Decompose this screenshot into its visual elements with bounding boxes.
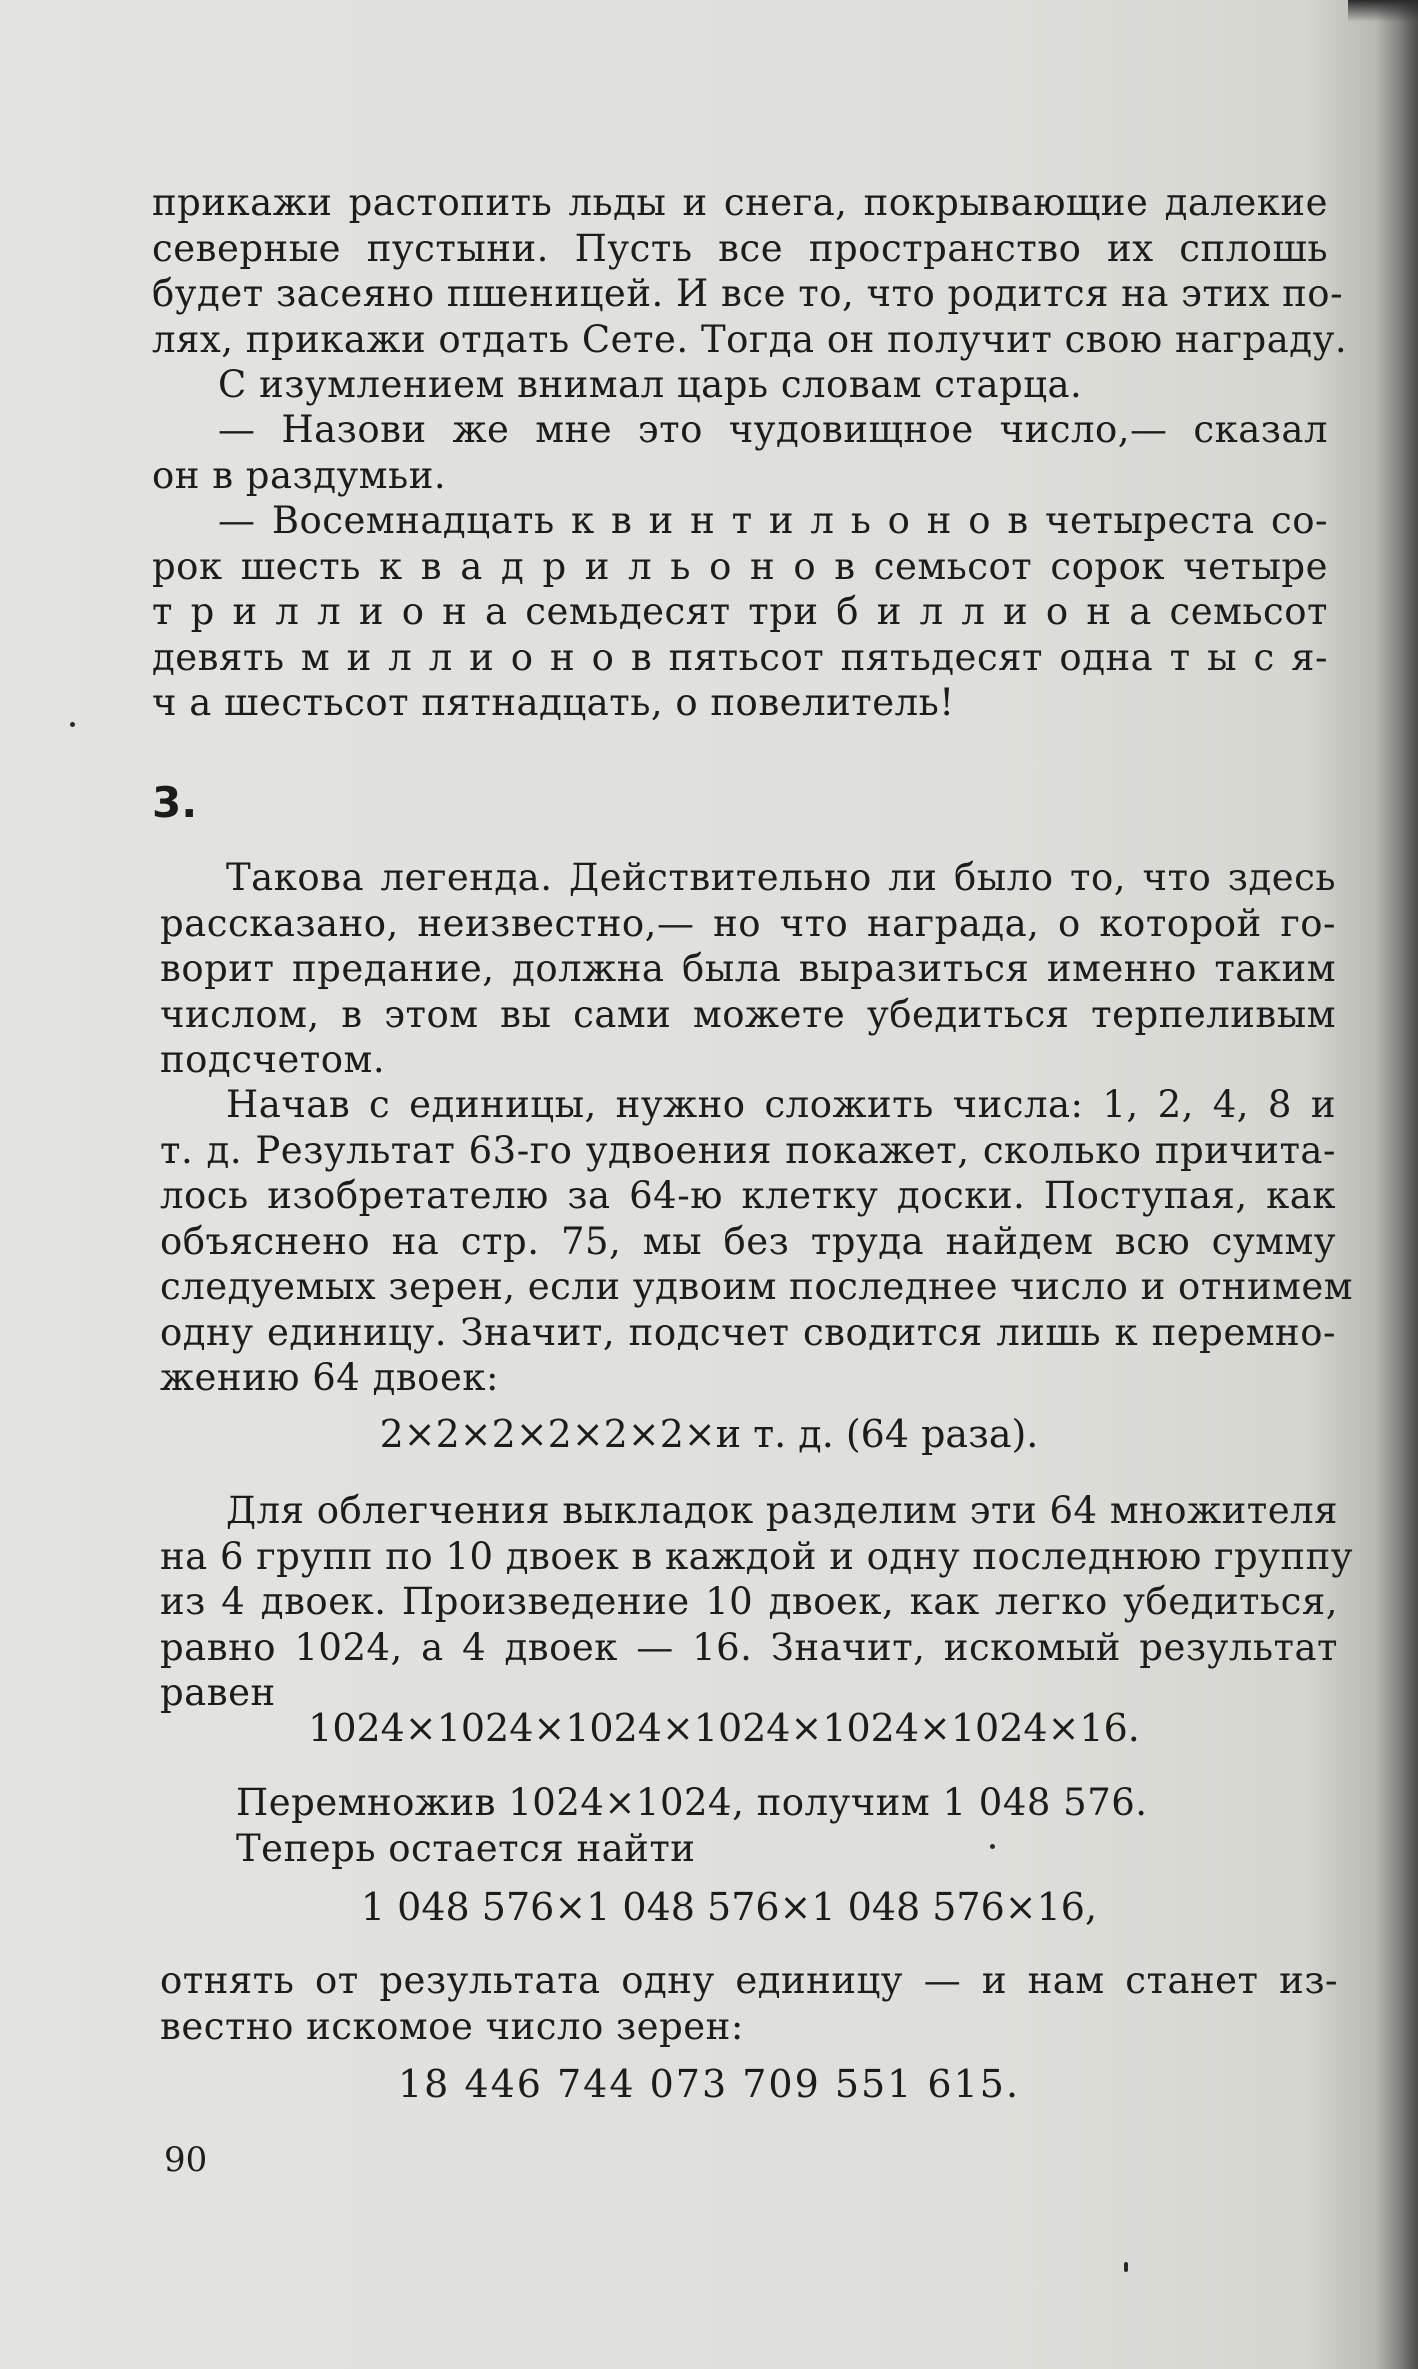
scan-speck bbox=[990, 1844, 995, 1849]
text-line: Для облегчения выкладок разделим эти 64 множителя bbox=[226, 1489, 1338, 1532]
paragraph-king-question bbox=[152, 407, 1328, 498]
text-line: следуемых зерен, если удвоим последнее число и отнимем bbox=[160, 1265, 1354, 1308]
text-line: вестно искомое число зерен: bbox=[160, 2004, 744, 2048]
text-line: одну единицу. Значит, подсчет сводится лишь к перемно- bbox=[160, 1310, 1336, 1354]
paragraph-doubling-method bbox=[160, 1082, 1354, 1401]
text-line: Перемножив 1024×1024, получим 1 048 576. bbox=[236, 1781, 1148, 1824]
paragraph-king-amazement bbox=[218, 362, 1328, 408]
text-line: из 4 двоек. Произведение 10 двоек, как легко убедиться, bbox=[160, 1580, 1338, 1623]
text-line: лях, прикажи отдать Сете. Тогда он получит свою награду. bbox=[152, 317, 1348, 361]
page-number: 90 bbox=[164, 2140, 208, 2180]
scan-speck bbox=[70, 722, 75, 727]
page-edge-shadow bbox=[1376, 0, 1418, 2369]
paragraph-grouping bbox=[160, 1488, 1353, 1716]
text-line: Такова легенда. Действительно ли было то, что здесь bbox=[226, 856, 1336, 899]
paragraph-legend-summary bbox=[160, 855, 1336, 1083]
text-line: — Восемнадцать к в и н т и л ь о н о в четыреста со- bbox=[218, 499, 1328, 542]
text-line: ч а шестьсот пятнадцать, о повелитель! bbox=[152, 681, 955, 724]
text-line: рок шесть к в а д р и л ь о н о в семьсот сорок четыре bbox=[152, 544, 1328, 588]
text-line: будет засеяно пшеницей. И все то, что родится на этих по- bbox=[152, 272, 1344, 315]
text-line: он в раздумьи. bbox=[152, 453, 447, 497]
text-line: — Назови же мне это чудовищное число,— сказал bbox=[218, 408, 1328, 451]
formula-1024-product: 1024×1024×1024×1024×1024×1024×16. bbox=[308, 1706, 1140, 1750]
text-line: на 6 групп по 10 двоек в каждой и одну последнюю группу bbox=[160, 1534, 1353, 1578]
text-line: лось изобретателю за 64-ю клетку доски. Поступая, как bbox=[160, 1174, 1336, 1217]
text-line: северные пустыни. Пусть все пространство их сплошь bbox=[152, 226, 1328, 270]
text-line: т. д. Результат 63-го удвоения покажет, сколько причита- bbox=[160, 1128, 1336, 1172]
text-line: числом, в этом вы сами можете убедиться терпеливым bbox=[160, 992, 1336, 1036]
final-grain-count: 18 446 744 073 709 551 615. bbox=[397, 2062, 1021, 2106]
paragraph-multiplication bbox=[236, 1780, 1336, 1871]
text-line: прикажи растопить льды и снега, покрывающие далекие bbox=[152, 181, 1328, 224]
text-line: девять м и л л и о н о в пятьсот пятьдесят одна т ы с я- bbox=[152, 635, 1328, 679]
paragraph-subtract-one bbox=[160, 1958, 1338, 2049]
text-line: Теперь остается найти bbox=[236, 1826, 696, 1870]
formula-powers-of-two: 2×2×2×2×2×2×и т. д. (64 раза). bbox=[379, 1412, 1039, 1456]
text-line: рассказано, неизвестно,— но что награда, о которой го- bbox=[160, 901, 1336, 945]
scan-corner-shadow bbox=[1348, 0, 1418, 22]
text-line: С изумлением внимал царь словам старца. bbox=[218, 363, 1083, 406]
text-line: Начав с единицы, нужно сложить числа: 1, 2, 4, 8 и bbox=[226, 1083, 1336, 1126]
section-number: 3. bbox=[152, 778, 198, 827]
scan-speck bbox=[1124, 2262, 1128, 2272]
text-line: объяснено на стр. 75, мы без труда найдем всю сумму bbox=[160, 1219, 1336, 1263]
text-line: равно 1024, а 4 двоек — 16. Значит, искомый результат bbox=[160, 1625, 1338, 1669]
formula-million-product: 1 048 576×1 048 576×1 048 576×16, bbox=[360, 1885, 1098, 1929]
text-line: т р и л л и о н а семьдесят три б и л л и о н а семьсот bbox=[152, 590, 1328, 633]
text-line: ворит предание, должна была выразиться именно таким bbox=[160, 947, 1336, 990]
paragraph-continuation bbox=[152, 180, 1348, 362]
text-line: жению 64 двоек: bbox=[160, 1356, 499, 1399]
text-line: отнять от результата одну единицу — и нам станет из- bbox=[160, 1959, 1338, 2002]
paragraph-sage-answer bbox=[152, 498, 1328, 726]
text-line: равен bbox=[160, 1671, 276, 1714]
text-line: подсчетом. bbox=[160, 1038, 386, 1081]
